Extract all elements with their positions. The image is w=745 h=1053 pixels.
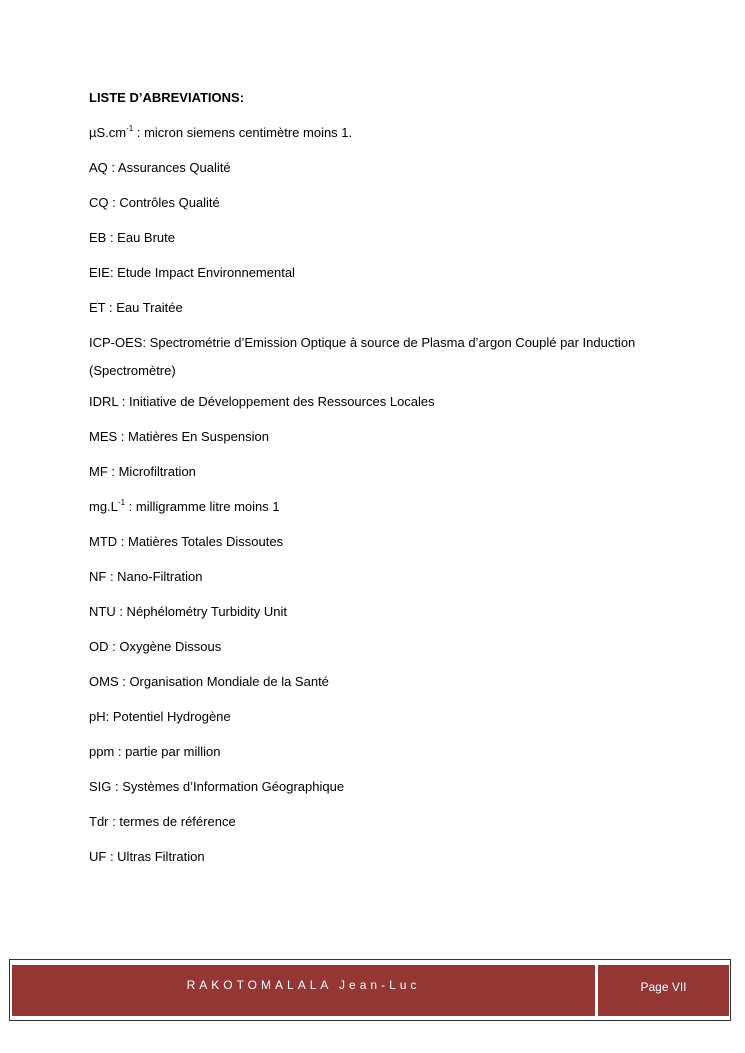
list-item: SIG : Systèmes d’Information Géographique <box>89 779 345 794</box>
page-title: LISTE D’ABREVIATIONS: <box>89 90 245 105</box>
list-item: MTD : Matières Totales Dissoutes <box>89 534 284 549</box>
footer-author: RAKOTOMALALA Jean-Luc <box>12 965 595 1016</box>
entry-prefix: µS.cm <box>89 125 127 140</box>
list-item: MF : Microfiltration <box>89 464 196 479</box>
list-item: ppm : partie par million <box>89 744 221 759</box>
list-item: ET : Eau Traitée <box>89 300 183 315</box>
entry-prefix: mg.L <box>89 499 118 514</box>
superscript: -1 <box>117 498 126 507</box>
list-item: pH: Potentiel Hydrogène <box>89 709 231 724</box>
superscript: -1 <box>126 124 134 133</box>
entry-suffix: : milligramme litre moins 1 <box>125 499 280 514</box>
list-item: EIE: Etude Impact Environnemental <box>89 265 295 280</box>
list-item: NTU : Néphélométry Turbidity Unit <box>89 604 287 619</box>
list-item: EB : Eau Brute <box>89 230 175 245</box>
list-item: OMS : Organisation Mondiale de la Santé <box>89 674 329 689</box>
list-item <box>89 123 689 143</box>
list-item: IDRL : Initiative de Développement des Ressources Locales <box>89 394 435 409</box>
list-item: OD : Oxygène Dissous <box>89 639 222 654</box>
list-item: UF : Ultras Filtration <box>89 849 205 864</box>
page-number: Page VII <box>598 965 729 1016</box>
list-item: CQ : Contrôles Qualité <box>89 195 220 210</box>
list-item: AQ : Assurances Qualité <box>89 160 231 175</box>
list-item: MES : Matières En Suspension <box>89 429 269 444</box>
entry-suffix: : micron siemens centimètre moins 1. <box>133 125 353 140</box>
list-item: Tdr : termes de référence <box>89 814 236 829</box>
list-item: NF : Nano-Filtration <box>89 569 203 584</box>
list-item <box>89 497 689 517</box>
list-item: ICP-OES: Spectrométrie d’Emission Optique à source de Plasma d’argon Couplé par Induction (Spectromètre) <box>89 335 636 378</box>
abbreviations-list <box>89 88 689 882</box>
